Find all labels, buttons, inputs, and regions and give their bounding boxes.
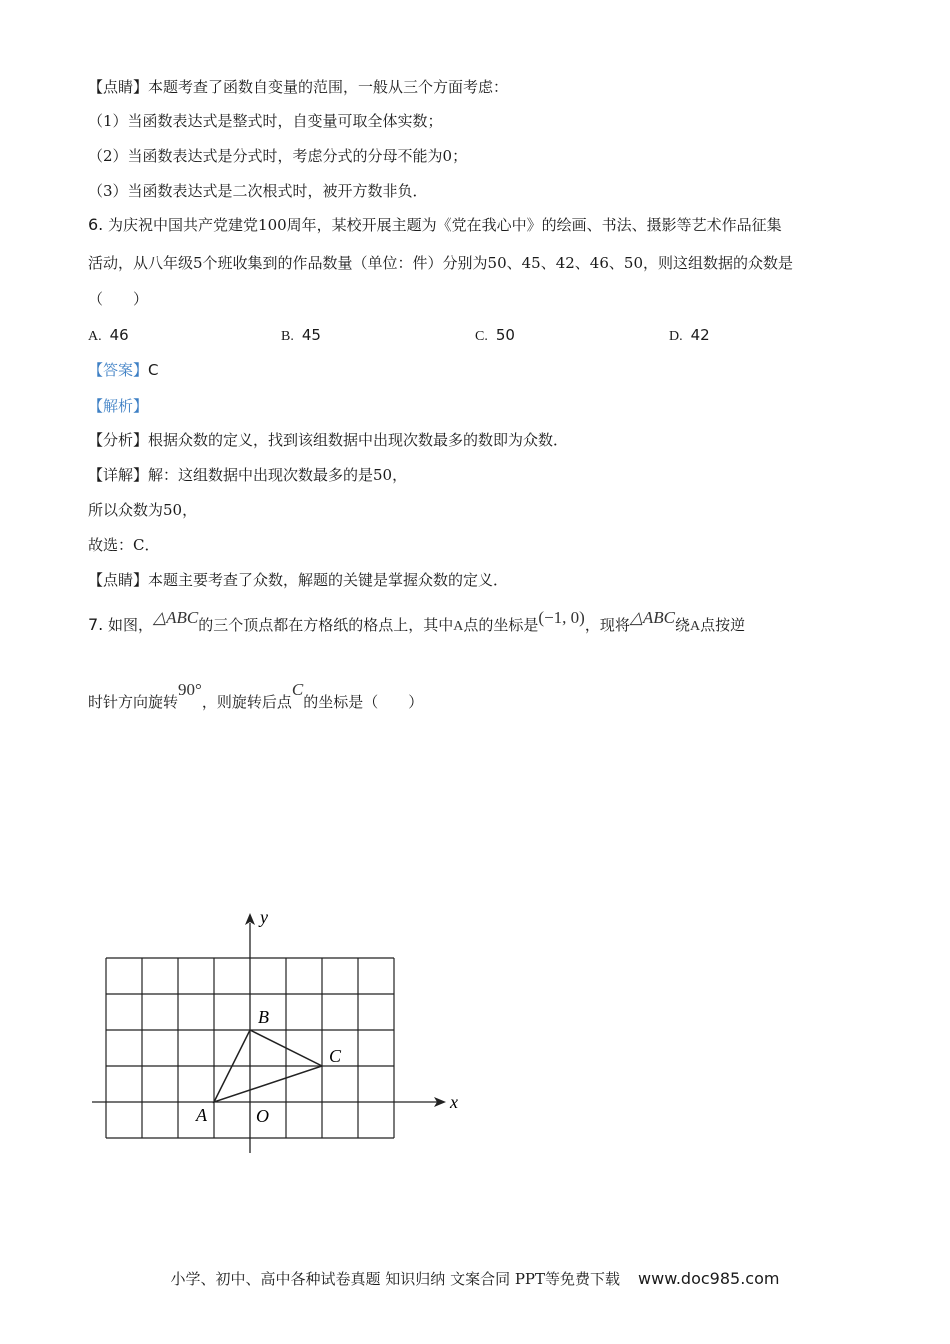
footer-text: 小学、初中、高中各种试卷真题 知识归纳 文案合同 PPT等免费下载 [170,1270,621,1288]
vertex-a-label: A [196,1105,207,1125]
vertex-c-label: C [329,1046,342,1066]
q7-stem-line2: 时针方向旋转90°，则旋转后点C的坐标是（ ） [88,680,424,711]
q6-number: 6. [88,215,104,234]
axis-y-label: y [260,907,268,927]
axis-x-label: x [450,1092,458,1112]
q6-option-a: A. 46 [88,326,129,344]
point-c-label: C [291,680,304,699]
prev-point-1: （1）当函数表达式是整式时，自变量可取全体实数； [88,112,443,130]
page-footer [0,1269,950,1289]
point-a-label-2: A [690,619,701,634]
q7-number: 7. [88,615,104,634]
dianjing-tag: 【点睛】 [88,78,149,96]
prev-point-2: （2）当函数表达式是分式时，考虑分式的分母不能为0； [88,147,468,165]
footer-url[interactable]: www.doc985.com [638,1269,780,1288]
point-a-label-1: A [453,619,464,634]
prev-point-3: （3）当函数表达式是二次根式时，被开方数非负． [88,182,428,200]
vertex-b-label: B [258,1007,269,1027]
q6-jiexi-tag: 【解析】 [88,397,149,415]
q6-option-d: D. 42 [669,326,710,344]
q6-stem-line3: （ ） [88,290,149,308]
q6-step3: 故选：C． [88,536,160,554]
triangle-abc-2: △ABC [629,608,676,627]
q6-xiangjie: 【详解】解：这组数据中出现次数最多的是50， [88,466,408,484]
q6-text-1: 为庆祝中国共产党建党100周年，某校开展主题为《党在我心中》的绘画、书法、摄影等艺术作品征集 [108,216,782,234]
answer-tag: 【答案】 [88,361,149,379]
triangle-abc-1: △ABC [153,608,199,627]
q6-dianjing: 【点睛】本题主要考查了众数，解题的关键是掌握众数的定义． [88,571,509,589]
q6-stem-line2: 活动，从八年级5个班收集到的作品数量（单位：件）分别为50、45、42、46、50，则这组数据的众数是 [88,254,793,272]
q6-step2: 所以众数为50， [88,501,198,519]
prev-dianjing [88,77,508,97]
coord-a: (−1, 0) [538,608,585,627]
origin-label: O [256,1106,269,1126]
dianjing-text: 本题考查了函数自变量的范围，一般从三个方面考虑： [148,78,509,96]
q6-fenxi: 【分析】根据众数的定义，找到该组数据中出现次数最多的数即为众数． [88,431,569,449]
q7-stem-line1: 7. 如图，△ABC的三个顶点都在方格纸的格点上，其中A点的坐标是(−1, 0)，现将△ABC绕A点按逆 [88,608,746,634]
q6-answer [88,360,159,380]
q6-option-c: C. 50 [475,326,515,344]
coordinate-grid-figure [88,905,468,1160]
answer-value: C [148,361,159,379]
q6-stem-line1 [88,215,782,235]
q6-option-b: B. 45 [281,326,321,344]
angle-90: 90° [178,680,202,699]
